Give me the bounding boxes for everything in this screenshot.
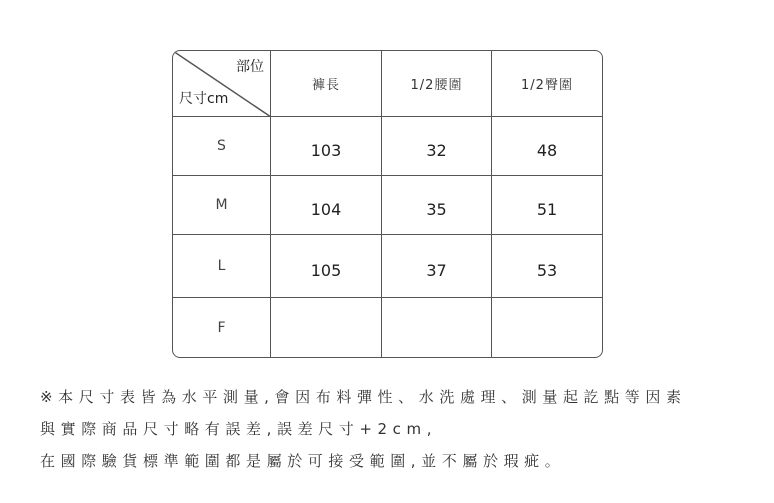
note-line: 與實際商品尺寸略有誤差,誤差尺寸+2cm,: [40, 420, 438, 438]
corner-top-label: 部位: [236, 59, 264, 75]
size-label-m: M: [173, 176, 271, 235]
size-label-l: L: [173, 235, 271, 298]
size-table: [172, 50, 603, 358]
corner-header-cell: [173, 51, 271, 117]
table-cell: [492, 298, 602, 357]
table-cell: 105: [271, 235, 382, 298]
table-cell: 103: [271, 117, 382, 176]
table-cell: [382, 298, 492, 357]
table-cell: 35: [382, 176, 492, 235]
table-cell: 51: [492, 176, 602, 235]
column-header-half-waist: 1/2腰圍: [382, 51, 492, 117]
size-label-s: S: [173, 117, 271, 176]
table-cell: 53: [492, 235, 602, 298]
note-line: ※本尺寸表皆為水平測量,會因布料彈性、水洗處理、測量起訖點等因素: [40, 388, 687, 406]
table-cell: 104: [271, 176, 382, 235]
column-header-half-hip: 1/2臀圍: [492, 51, 602, 117]
measurement-notes: [40, 381, 760, 477]
column-header-pants-length: 褲長: [271, 51, 382, 117]
note-line: 在國際驗貨標準範圍都是屬於可接受範圍,並不屬於瑕疵。: [40, 452, 566, 470]
table-cell: 32: [382, 117, 492, 176]
size-label-f: F: [173, 298, 271, 357]
corner-bottom-label: 尺寸cm: [179, 91, 229, 107]
table-cell: 37: [382, 235, 492, 298]
table-cell: [271, 298, 382, 357]
table-cell: 48: [492, 117, 602, 176]
